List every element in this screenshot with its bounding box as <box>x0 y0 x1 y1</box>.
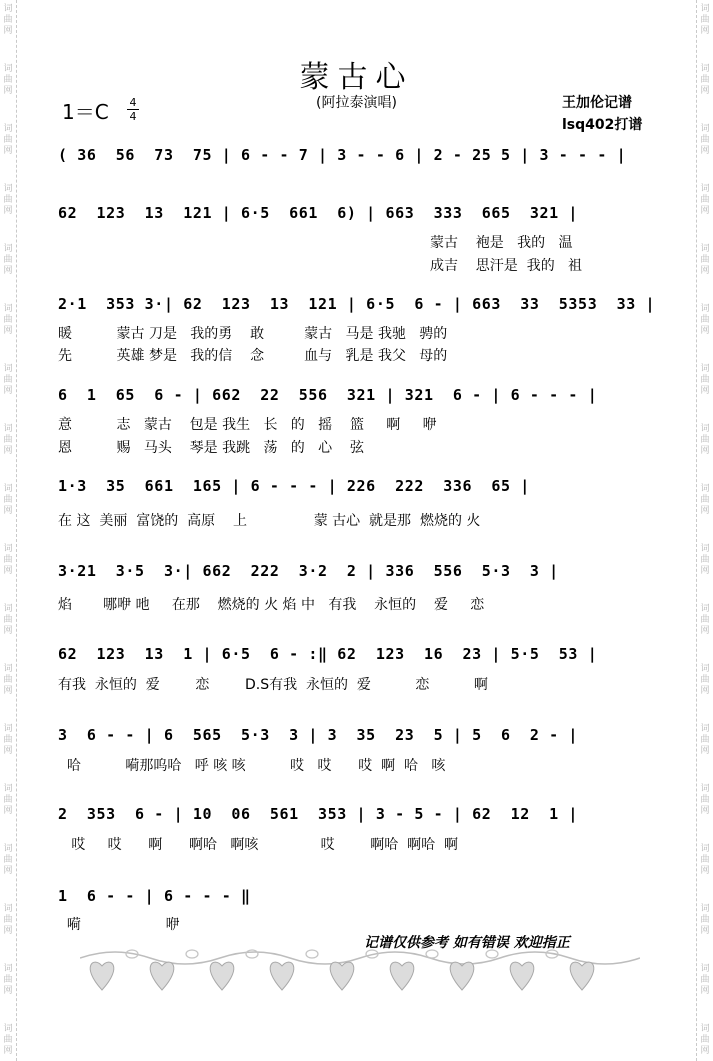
notation-row-2: 62 123 13 121 | 6·5 661 6) | 663 333 665 321 | <box>58 204 579 222</box>
watermark-text: 词 曲 网 <box>700 784 710 816</box>
watermark-text: 词 曲 网 <box>3 484 13 516</box>
lyric-line: 有我 永恒的 爱 恋 D.S有我 永恒的 爱 恋 啊 <box>58 677 488 693</box>
watermark-text: 词 曲 网 <box>700 724 710 756</box>
watermark-text: 词 曲 网 <box>700 184 710 216</box>
watermark-text: 词 曲 网 <box>700 304 710 336</box>
watermark-text: 词 曲 网 <box>3 784 13 816</box>
key-signature: 1＝C <box>62 100 109 124</box>
watermark-text: 词 曲 网 <box>3 184 13 216</box>
lyric-line: 蒙古 袍是 我的 温 <box>430 235 573 251</box>
watermark-text: 词 曲 网 <box>700 244 710 276</box>
watermark-text: 词 曲 网 <box>3 604 13 636</box>
notation-row-5: 1·3 35 661 165 | 6 - - - | 226 222 336 65 | <box>58 477 530 495</box>
watermark-text: 词 曲 网 <box>700 964 710 996</box>
notation-row-10: 1 6 - - | 6 - - - ‖ <box>58 887 251 905</box>
notation-row-3: 2·1 353 3·| 62 123 13 121 | 6·5 6 - | 663 33 5353 33 | <box>58 295 656 313</box>
watermark-text: 词 曲 网 <box>700 424 710 456</box>
notation-row-4: 6 1 65 6 - | 662 22 556 321 | 321 6 - | 6 - - - | <box>58 386 598 404</box>
watermark-text: 词 曲 网 <box>700 844 710 876</box>
watermark-text: 词 曲 网 <box>700 1024 710 1056</box>
notation-row-1: ( 36 56 73 75 | 6 - - 7 | 3 - - 6 | 2 - 25 5 | 3 - - - | <box>58 146 627 164</box>
watermark-text: 词 曲 网 <box>3 664 13 696</box>
watermark-text: 词 曲 网 <box>700 664 710 696</box>
watermark-text: 词 曲 网 <box>700 484 710 516</box>
watermark-text: 词 曲 网 <box>3 244 13 276</box>
watermark-text: 词 曲 网 <box>700 364 710 396</box>
notation-row-6: 3·21 3·5 3·| 662 222 3·2 2 | 336 556 5·3 3 | <box>58 562 559 580</box>
song-title: 蒙古心 <box>299 60 414 95</box>
watermark-text: 词 曲 网 <box>3 724 13 756</box>
watermark-text: 词 曲 网 <box>700 544 710 576</box>
left-watermark-strip <box>0 0 17 1061</box>
watermark-text: 词 曲 网 <box>3 964 13 996</box>
notation-row-8: 3 6 - - | 6 565 5·3 3 | 3 35 23 5 | 5 6 2 - | <box>58 726 579 744</box>
time-signature-top: 4 <box>129 96 137 109</box>
notation-row-7: 62 123 13 1 | 6·5 6 - :‖ 62 123 16 23 | 5·5 53 | <box>58 645 598 663</box>
notation-row-9: 2 353 6 - | 10 06 561 353 | 3 - 5 - | 62 12 1 | <box>58 805 579 823</box>
time-signature-bottom: 4 <box>129 110 137 123</box>
watermark-text: 词 曲 网 <box>3 4 13 36</box>
watermark-text: 词 曲 网 <box>3 1024 13 1056</box>
performer-subtitle: (阿拉泰演唱) <box>316 95 397 111</box>
lyric-line: 意 志 蒙古 包是 我生 长 的 摇 篮 啊 咿 <box>58 417 437 433</box>
watermark-text: 词 曲 网 <box>700 124 710 156</box>
disclaimer-note: 记谱仅供参考 如有错误 欢迎指正 <box>364 935 570 951</box>
transcriber-credit: 王加伦记谱 <box>562 95 632 111</box>
lyric-line: 成吉 思汗是 我的 祖 <box>430 258 583 274</box>
watermark-text: 词 曲 网 <box>3 64 13 96</box>
watermark-text: 词 曲 网 <box>3 424 13 456</box>
right-watermark-strip <box>696 0 713 1061</box>
watermark-text: 词 曲 网 <box>3 124 13 156</box>
watermark-text: 词 曲 网 <box>3 544 13 576</box>
watermark-text: 词 曲 网 <box>700 604 710 636</box>
lyric-line: 嗬 咿 <box>58 917 180 933</box>
watermark-text: 词 曲 网 <box>3 304 13 336</box>
watermark-text: 词 曲 网 <box>700 64 710 96</box>
lyric-line: 哈 嗬那呜哈 呼 咳 咳 哎 哎 哎 啊 哈 咳 <box>58 758 446 774</box>
lyric-line: 先 英雄 梦是 我的信 念 血与 乳是 我父 母的 <box>58 348 448 364</box>
watermark-text: 词 曲 网 <box>700 4 710 36</box>
watermark-text: 词 曲 网 <box>700 904 710 936</box>
lyric-line: 恩 赐 马头 琴是 我跳 荡 的 心 弦 <box>58 440 364 456</box>
lyric-line: 哎 哎 啊 啊哈 啊咳 哎 啊哈 啊哈 啊 <box>58 837 459 853</box>
lyric-line: 暖 蒙古 刀是 我的勇 敢 蒙古 马是 我驰 骋的 <box>58 326 448 342</box>
typesetter-credit: lsq402打谱 <box>562 117 643 133</box>
lyric-line: 在 这 美丽 富饶的 高原 上 蒙 古心 就是那 燃烧的 火 <box>58 513 481 529</box>
watermark-text: 词 曲 网 <box>3 904 13 936</box>
watermark-text: 词 曲 网 <box>3 364 13 396</box>
watermark-text: 词 曲 网 <box>3 844 13 876</box>
heart-ribbon-decoration <box>80 944 640 1000</box>
time-signature <box>127 97 139 122</box>
lyric-line: 焰 哪咿 吔 在那 燃烧的 火 焰 中 有我 永恒的 爱 恋 <box>58 597 485 613</box>
